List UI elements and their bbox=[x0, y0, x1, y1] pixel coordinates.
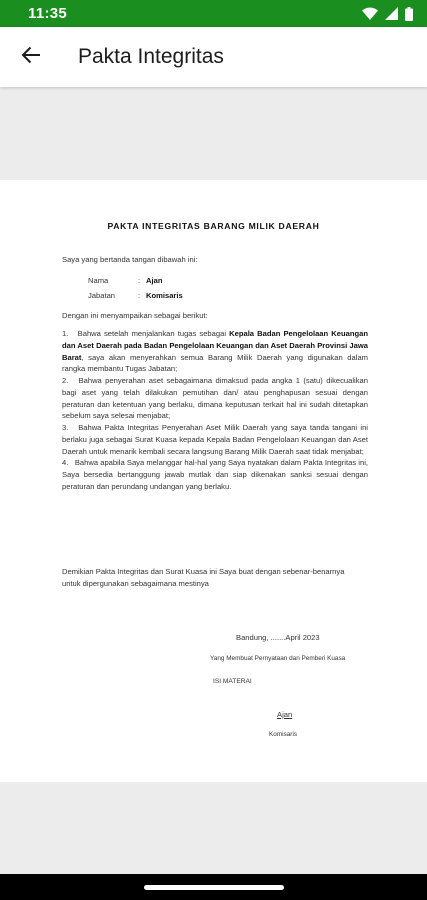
wifi-icon bbox=[362, 7, 378, 20]
status-time: 11:35 bbox=[28, 5, 68, 22]
field-row-position bbox=[88, 290, 183, 302]
document-page bbox=[0, 180, 427, 782]
home-gesture-handle[interactable] bbox=[144, 885, 284, 890]
back-button[interactable] bbox=[0, 27, 62, 87]
list-item: 1. Bahwa setelah menjalankan tugas sebagai Kepala Badan Pengelolaan Keuangan dan Aset Daerah pada Badan Pengelolaan Keuangan dan Aset Daerah Provinsi Jawa Barat, saya akan menyerahkan semua Barang Milik Daerah yang digunakan dalam rangka membantu Tugas Jabatan; bbox=[62, 329, 368, 374]
signer-caption: Yang Membuat Pernyataan dan Pemberi Kuasa bbox=[210, 655, 346, 662]
field-separator: : bbox=[138, 291, 141, 300]
signer-name: Ajan bbox=[277, 710, 293, 719]
closing-text: Demikian Pakta Integritas dan Surat Kuasa ini Saya buat dengan sebenar-benarnya untuk dipergunakan sebagaimana mestinya bbox=[62, 567, 345, 588]
arrow-back-icon bbox=[21, 46, 41, 69]
field-value: Ajan bbox=[146, 276, 163, 285]
field-value: Komisaris bbox=[146, 291, 183, 300]
place-date: Bandung, .......April 2023 bbox=[236, 633, 320, 642]
battery-icon bbox=[405, 7, 413, 21]
system-nav-bar bbox=[0, 874, 427, 900]
field-key: Jabatan bbox=[88, 291, 116, 300]
document-title: PAKTA INTEGRITAS BARANG MILIK DAERAH bbox=[107, 221, 320, 231]
field-key: Nama bbox=[88, 276, 109, 285]
field-row-name bbox=[88, 275, 162, 287]
list-item: 3. Bahwa Pakta Integritas Penyerahan Aset Milik Daerah yang saya tanda tangani ini berlaku juga sebagai Surat Kuasa kepada Kepala Badan Pengelolaan Keuangan dan Aset Daerah untuk menarik kembali secara langsung Barang Milik Daerah saat tidak menjabat; bbox=[62, 423, 368, 456]
statement-intro: Dengan ini menyampaikan sebagai berikut: bbox=[62, 311, 208, 320]
intro-text: Saya yang bertanda tangan dibawah ini: bbox=[62, 255, 198, 264]
field-separator: : bbox=[138, 276, 141, 285]
list-item: 2. Bahwa penyerahan aset sebagaimana dimaksud pada angka 1 (satu) dikecualikan bagi aset yang telah dilakukan pemutihan dan/ atau penghapusan sesuai dengan peraturan dan ketentuan yang berlaku, dimana keputusan terkait hal ini sudah ditetapkan sebelum saya selesai menjabat; bbox=[62, 376, 368, 421]
app-bar bbox=[0, 27, 427, 87]
signer-title: Komisaris bbox=[269, 731, 298, 738]
page-title: Pakta Integritas bbox=[78, 45, 224, 68]
cellular-signal-icon bbox=[385, 7, 398, 20]
list-item: 4. Bahwa apabila Saya melanggar hal-hal yang Saya nyatakan dalam Pakta Integritas ini, Saya bersedia bertanggung jawab mutlak dan siap dikenakan sanksi sesuai dengan peraturan dan perundang undangan yang berlaku. bbox=[62, 458, 368, 491]
document-viewer[interactable] bbox=[0, 87, 427, 874]
status-bar bbox=[0, 0, 427, 27]
statement-list bbox=[62, 328, 368, 493]
materai-label: ISI MATERAI bbox=[213, 678, 252, 685]
status-icons bbox=[362, 7, 413, 21]
